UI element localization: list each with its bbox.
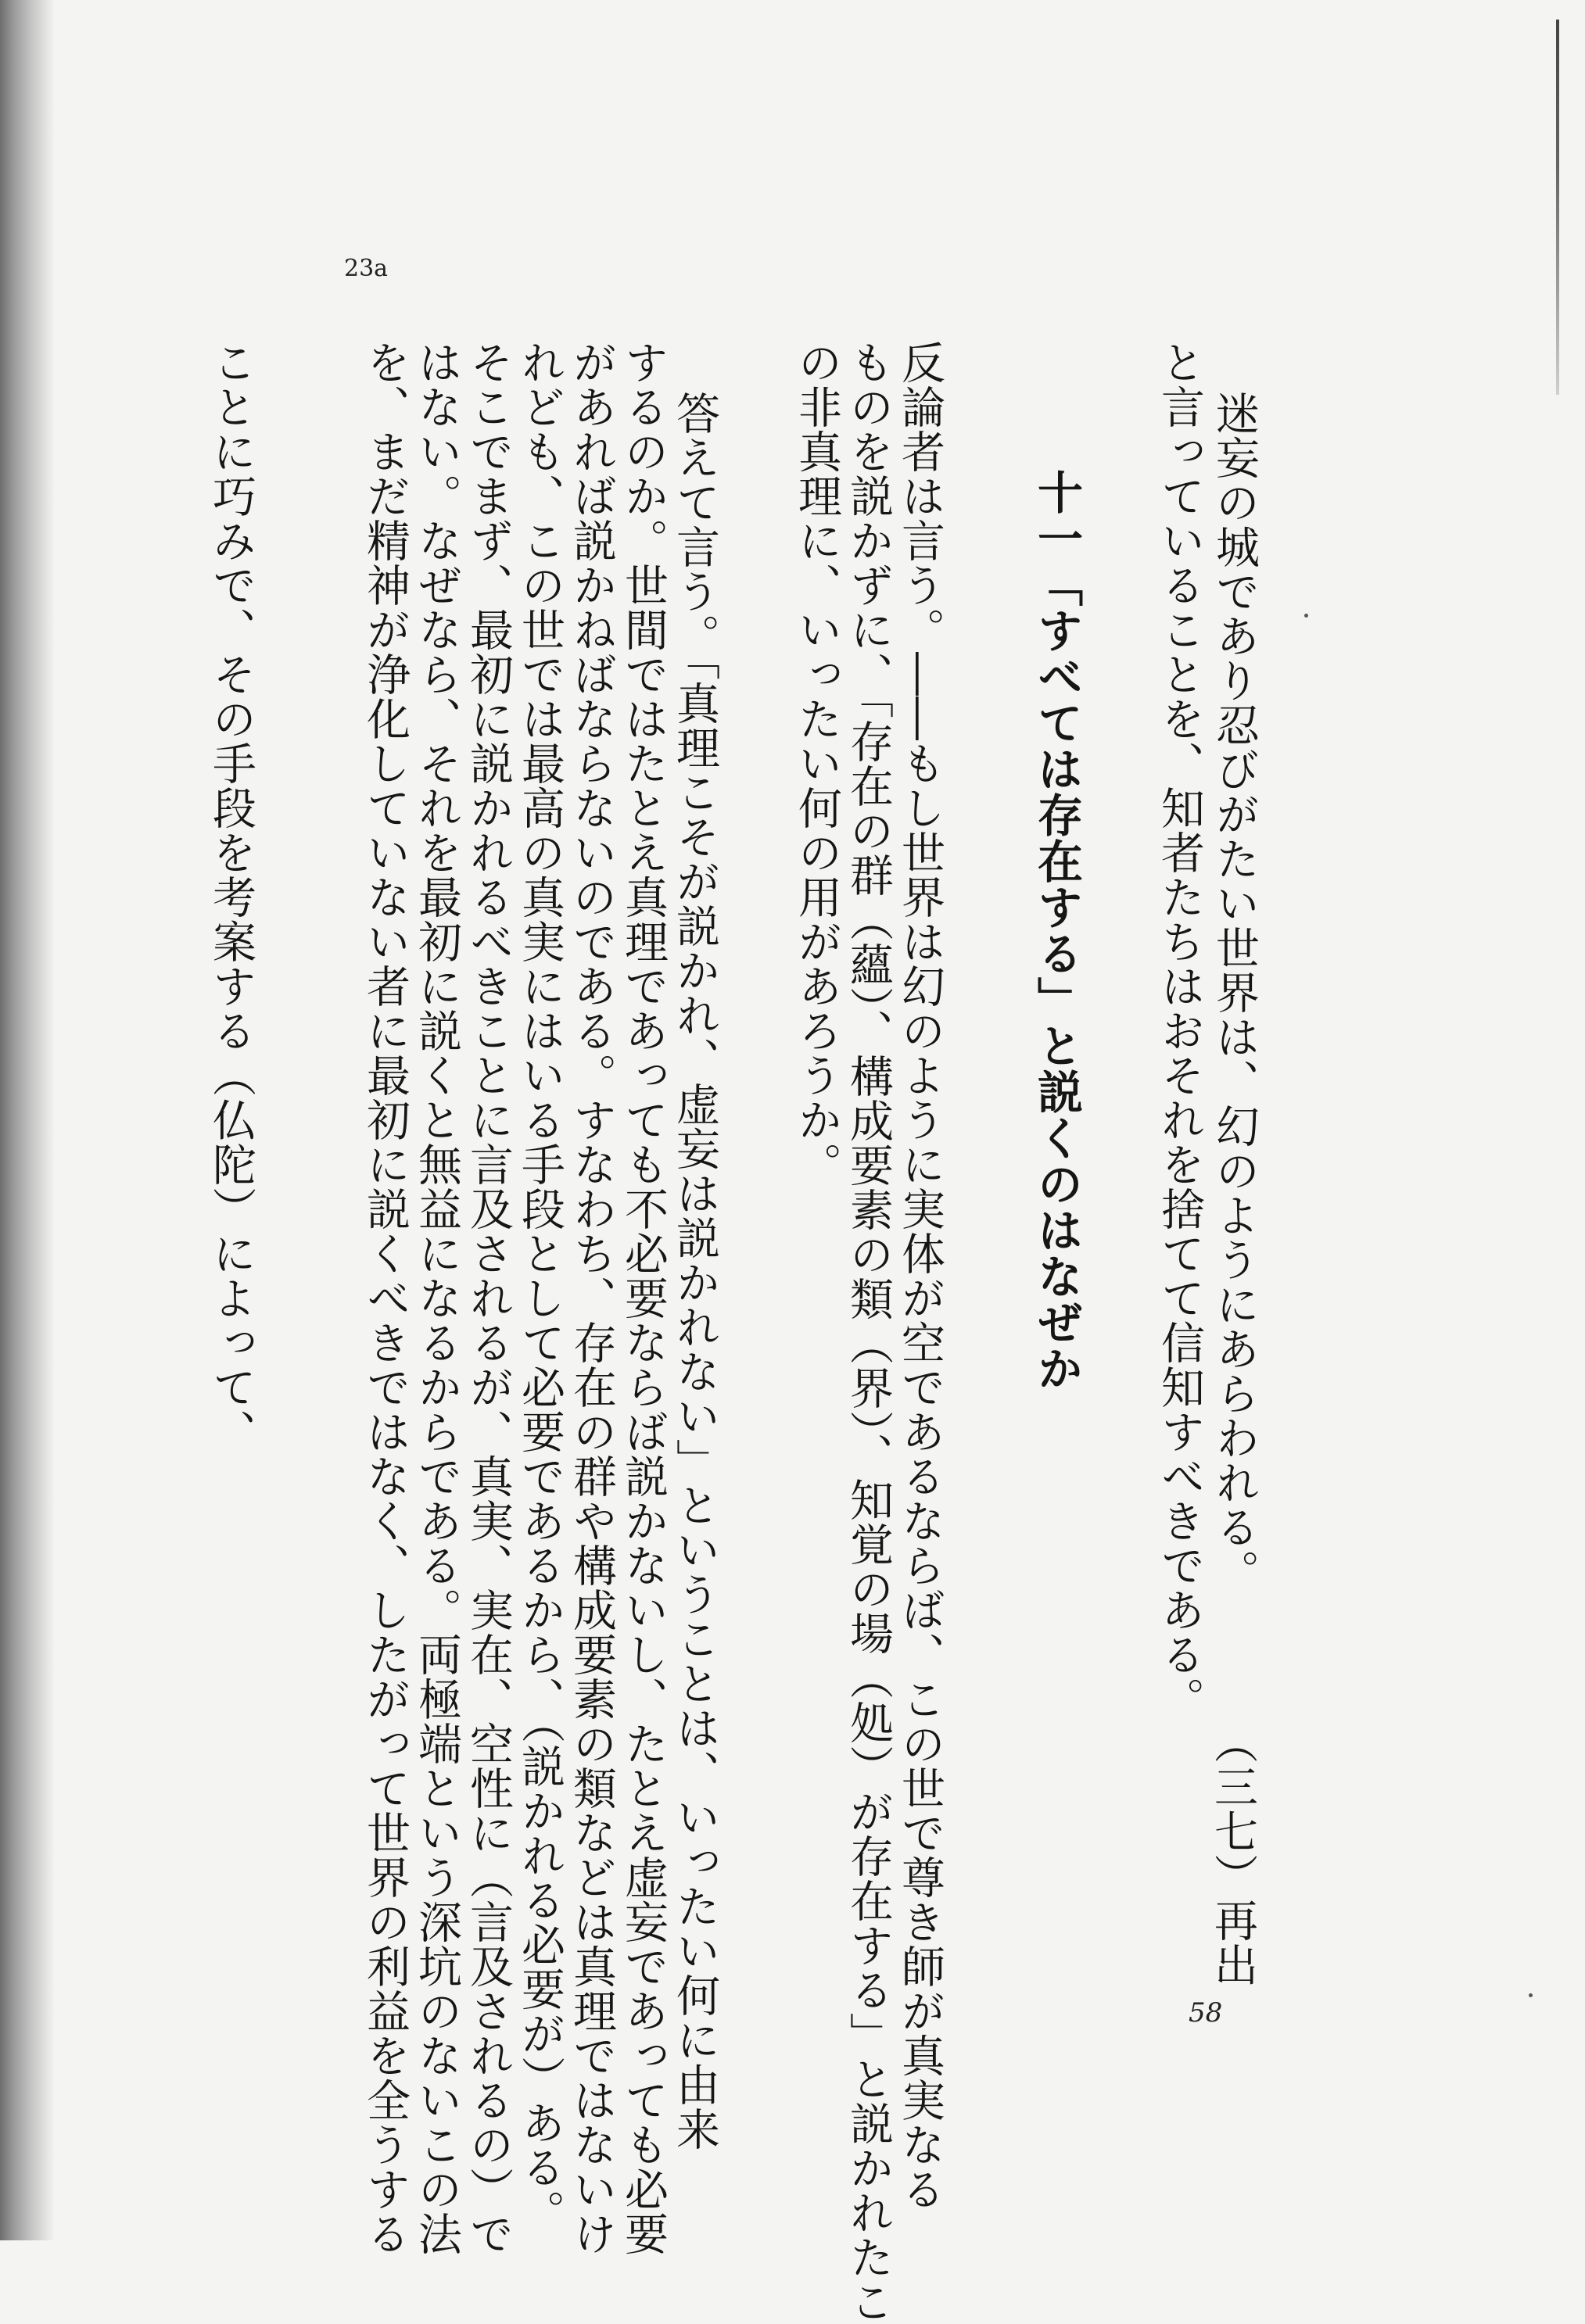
note-marker: （三七）再出 [1207, 1720, 1258, 1987]
text-line-12: はない。なぜなら、それを最初に説くと無益になるからである。両極端という深坑のないこの法 [411, 340, 462, 2256]
margin-reference: 23a [344, 255, 389, 282]
text-line-6: の非真理に、いったい何の用があろうか。 [791, 340, 842, 1187]
text-line-1: 迷妄の城であり忍びがたい世界は、幻のようにあらわれる。 [1209, 391, 1260, 1594]
text-line-2: と言っていることを、知者たちはおそれを捨てて信知すべきである。 [1154, 340, 1205, 1721]
text-line-4: 反論者は言う。――もし世界は幻のように実体が空であるならば、この世で尊き師が真実なる [895, 340, 945, 2211]
text-line-8: するのか。世間ではたとえ真理であっても不必要ならば説かないし、たとえ虚妄であっても必要 [618, 340, 669, 2256]
scan-speck [1529, 1993, 1533, 1997]
scan-speck [1304, 614, 1308, 618]
text-line-9: があれば説かねばならないのである。すなわち、存在の群や構成要素の類などは真理ではないけ [566, 340, 617, 2256]
page-number: 58 [1189, 1997, 1223, 2029]
text-line-7: 答えて言う。「真理こそが説かれ、虚妄は説かれない」ということは、いったい何に由来 [669, 391, 720, 2151]
scan-binding-edge [0, 0, 55, 2240]
text-line-10: れども、この世では最高の真実にはいる手段として必要であるから、（説かれる必要が）ある。 [515, 340, 565, 2234]
scan-edge-mark [1556, 20, 1559, 395]
text-line-11: そこでまず、最初に説かれるべきことに言及されるが、真実、実在、空性に（言及されるの）で [463, 340, 514, 2256]
text-line-5: ものを説かずに、「存在の群（蘊）、構成要素の類（界）、知覚の場（処）が存在する」と説かれたこ [843, 340, 894, 2324]
section-heading: 十一「すべては存在する」と説くのはなぜか [1030, 469, 1083, 1391]
text-line-13: を、まだ精神が浄化していない者に最初に説くべきではなく、したがって世界の利益を全うする [360, 340, 411, 2256]
text-line-14: ことに巧みで、その手段を考案する（仏陀）によって、 [206, 340, 256, 1454]
